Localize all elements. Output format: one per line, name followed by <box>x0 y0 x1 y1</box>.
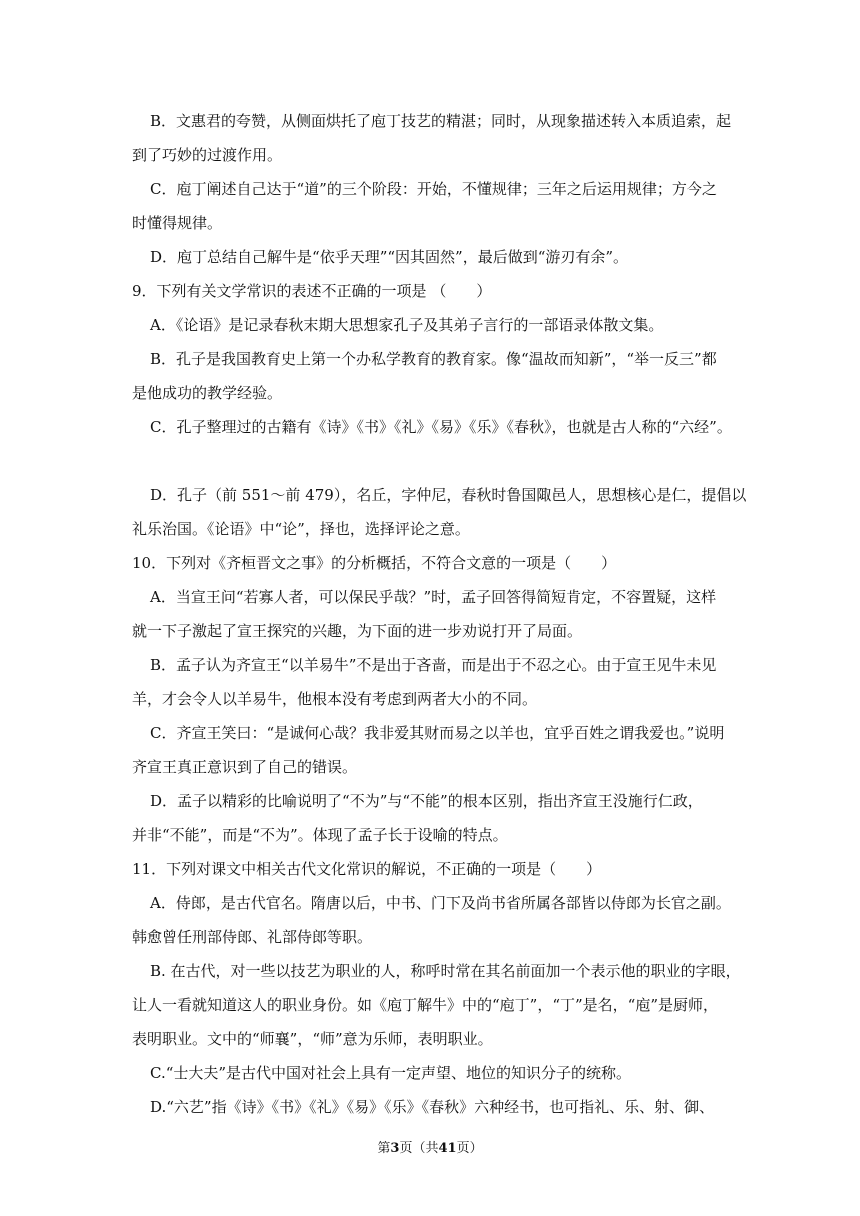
question-stem: 10．下列对《齐桓晋文之事》的分析概括，不符合文意的一项是（ ） <box>132 554 617 572</box>
text-line: C.“士大夫”是古代中国对社会上具有一定声望、地位的知识分子的统称。 <box>150 1064 632 1082</box>
text-line: 是他成功的教学经验。 <box>132 384 283 402</box>
text-line: B. 在古代，对一些以技艺为职业的人，称呼时常在其名前面加一个表示他的职业的字眼， <box>150 962 741 980</box>
text-line: 到了巧妙的过渡作用。 <box>132 146 283 164</box>
text-line: B．文惠君的夸赞，从侧面烘托了庖丁技艺的精湛；同时，从现象描述转入本质追索，起 <box>150 112 732 130</box>
text-line: 并非“不能”，而是“不为”。体现了孟子长于设喻的特点。 <box>132 826 508 844</box>
footer-prefix: 第 <box>377 1141 391 1156</box>
footer-middle: 页（共 <box>399 1141 439 1156</box>
question-stem: 9．下列有关文学常识的表述不正确的一项是 （ ） <box>132 282 492 300</box>
footer-page-number: 3 <box>390 1141 400 1156</box>
footer-suffix: 页） <box>456 1141 483 1156</box>
text-line: C．齐宣王笑曰：“是诚何心哉？我非爱其财而易之以羊也，宜乎百姓之谓我爱也。”说明 <box>150 724 725 742</box>
text-line: B．孔子是我国教育史上第一个办私学教育的教育家。像“温故而知新”，“举一反三”都 <box>150 350 717 368</box>
footer-total-pages: 41 <box>438 1141 457 1156</box>
text-line: D．孔子（前 551～前 479），名丘，字仲尼，春秋时鲁国陬邑人，思想核心是仁，提倡以 <box>150 486 747 504</box>
text-line: A．当宣王问“若寡人者，可以保民乎哉？”时，孟子回答得简短肯定，不容置疑，这样 <box>150 588 717 606</box>
text-line: B．孟子认为齐宣王“以羊易牛”不是出于吝啬，而是出于不忍之心。由于宣王见牛未见 <box>150 656 717 674</box>
text-line: A．《论语》是记录春秋末期大思想家孔子及其弟子言行的一部语录体散文集。 <box>150 316 664 334</box>
text-line: D．庖丁总结自己解牛是“依乎天理”“因其固然”，最后做到“游刃有余”。 <box>150 248 629 266</box>
text-line: C．庖丁阐述自己达于“道”的三个阶段：开始，不懂规律；三年之后运用规律；方今之 <box>150 180 717 198</box>
text-line: C．孔子整理过的古籍有《诗》《书》《礼》《易》《乐》《春秋》，也就是古人称的“六经”。 <box>150 418 732 436</box>
text-line: D.“六艺”指《诗》《书》《礼》《易》《乐》《春秋》六种经书，也可指礼、乐、射、御、 <box>150 1098 715 1116</box>
text-line: 就一下子激起了宣王探究的兴趣，为下面的进一步劝说打开了局面。 <box>132 622 583 640</box>
text-line: 羊，才会令人以羊易牛，他根本没有考虑到两者大小的不同。 <box>132 690 538 708</box>
text-line: 韩愈曾任刑部侍郎、礼部侍郎等职。 <box>132 928 373 946</box>
text-line: 礼乐治国。《论语》中“论”，择也，选择评论之意。 <box>132 520 470 538</box>
text-line: 齐宣王真正意识到了自己的错误。 <box>132 758 358 776</box>
page-footer <box>0 1140 860 1158</box>
text-line: 让人一看就知道这人的职业身份。如《庖丁解牛》中的“庖丁”，“丁”是名，“庖”是厨师， <box>132 996 719 1014</box>
text-line: 时懂得规律。 <box>132 214 223 232</box>
question-stem: 11．下列对课文中相关古代文化常识的解说，不正确的一项是（ ） <box>132 860 602 878</box>
text-line: 表明职业。文中的“师襄”，“师”意为乐师，表明职业。 <box>132 1030 493 1048</box>
text-line: A．侍郎，是古代官名。隋唐以后，中书、门下及尚书省所属各部皆以侍郎为长官之副。 <box>150 894 731 912</box>
text-line: D．孟子以精彩的比喻说明了“不为”与“不能”的根本区别，指出齐宣王没施行仁政， <box>150 792 703 810</box>
